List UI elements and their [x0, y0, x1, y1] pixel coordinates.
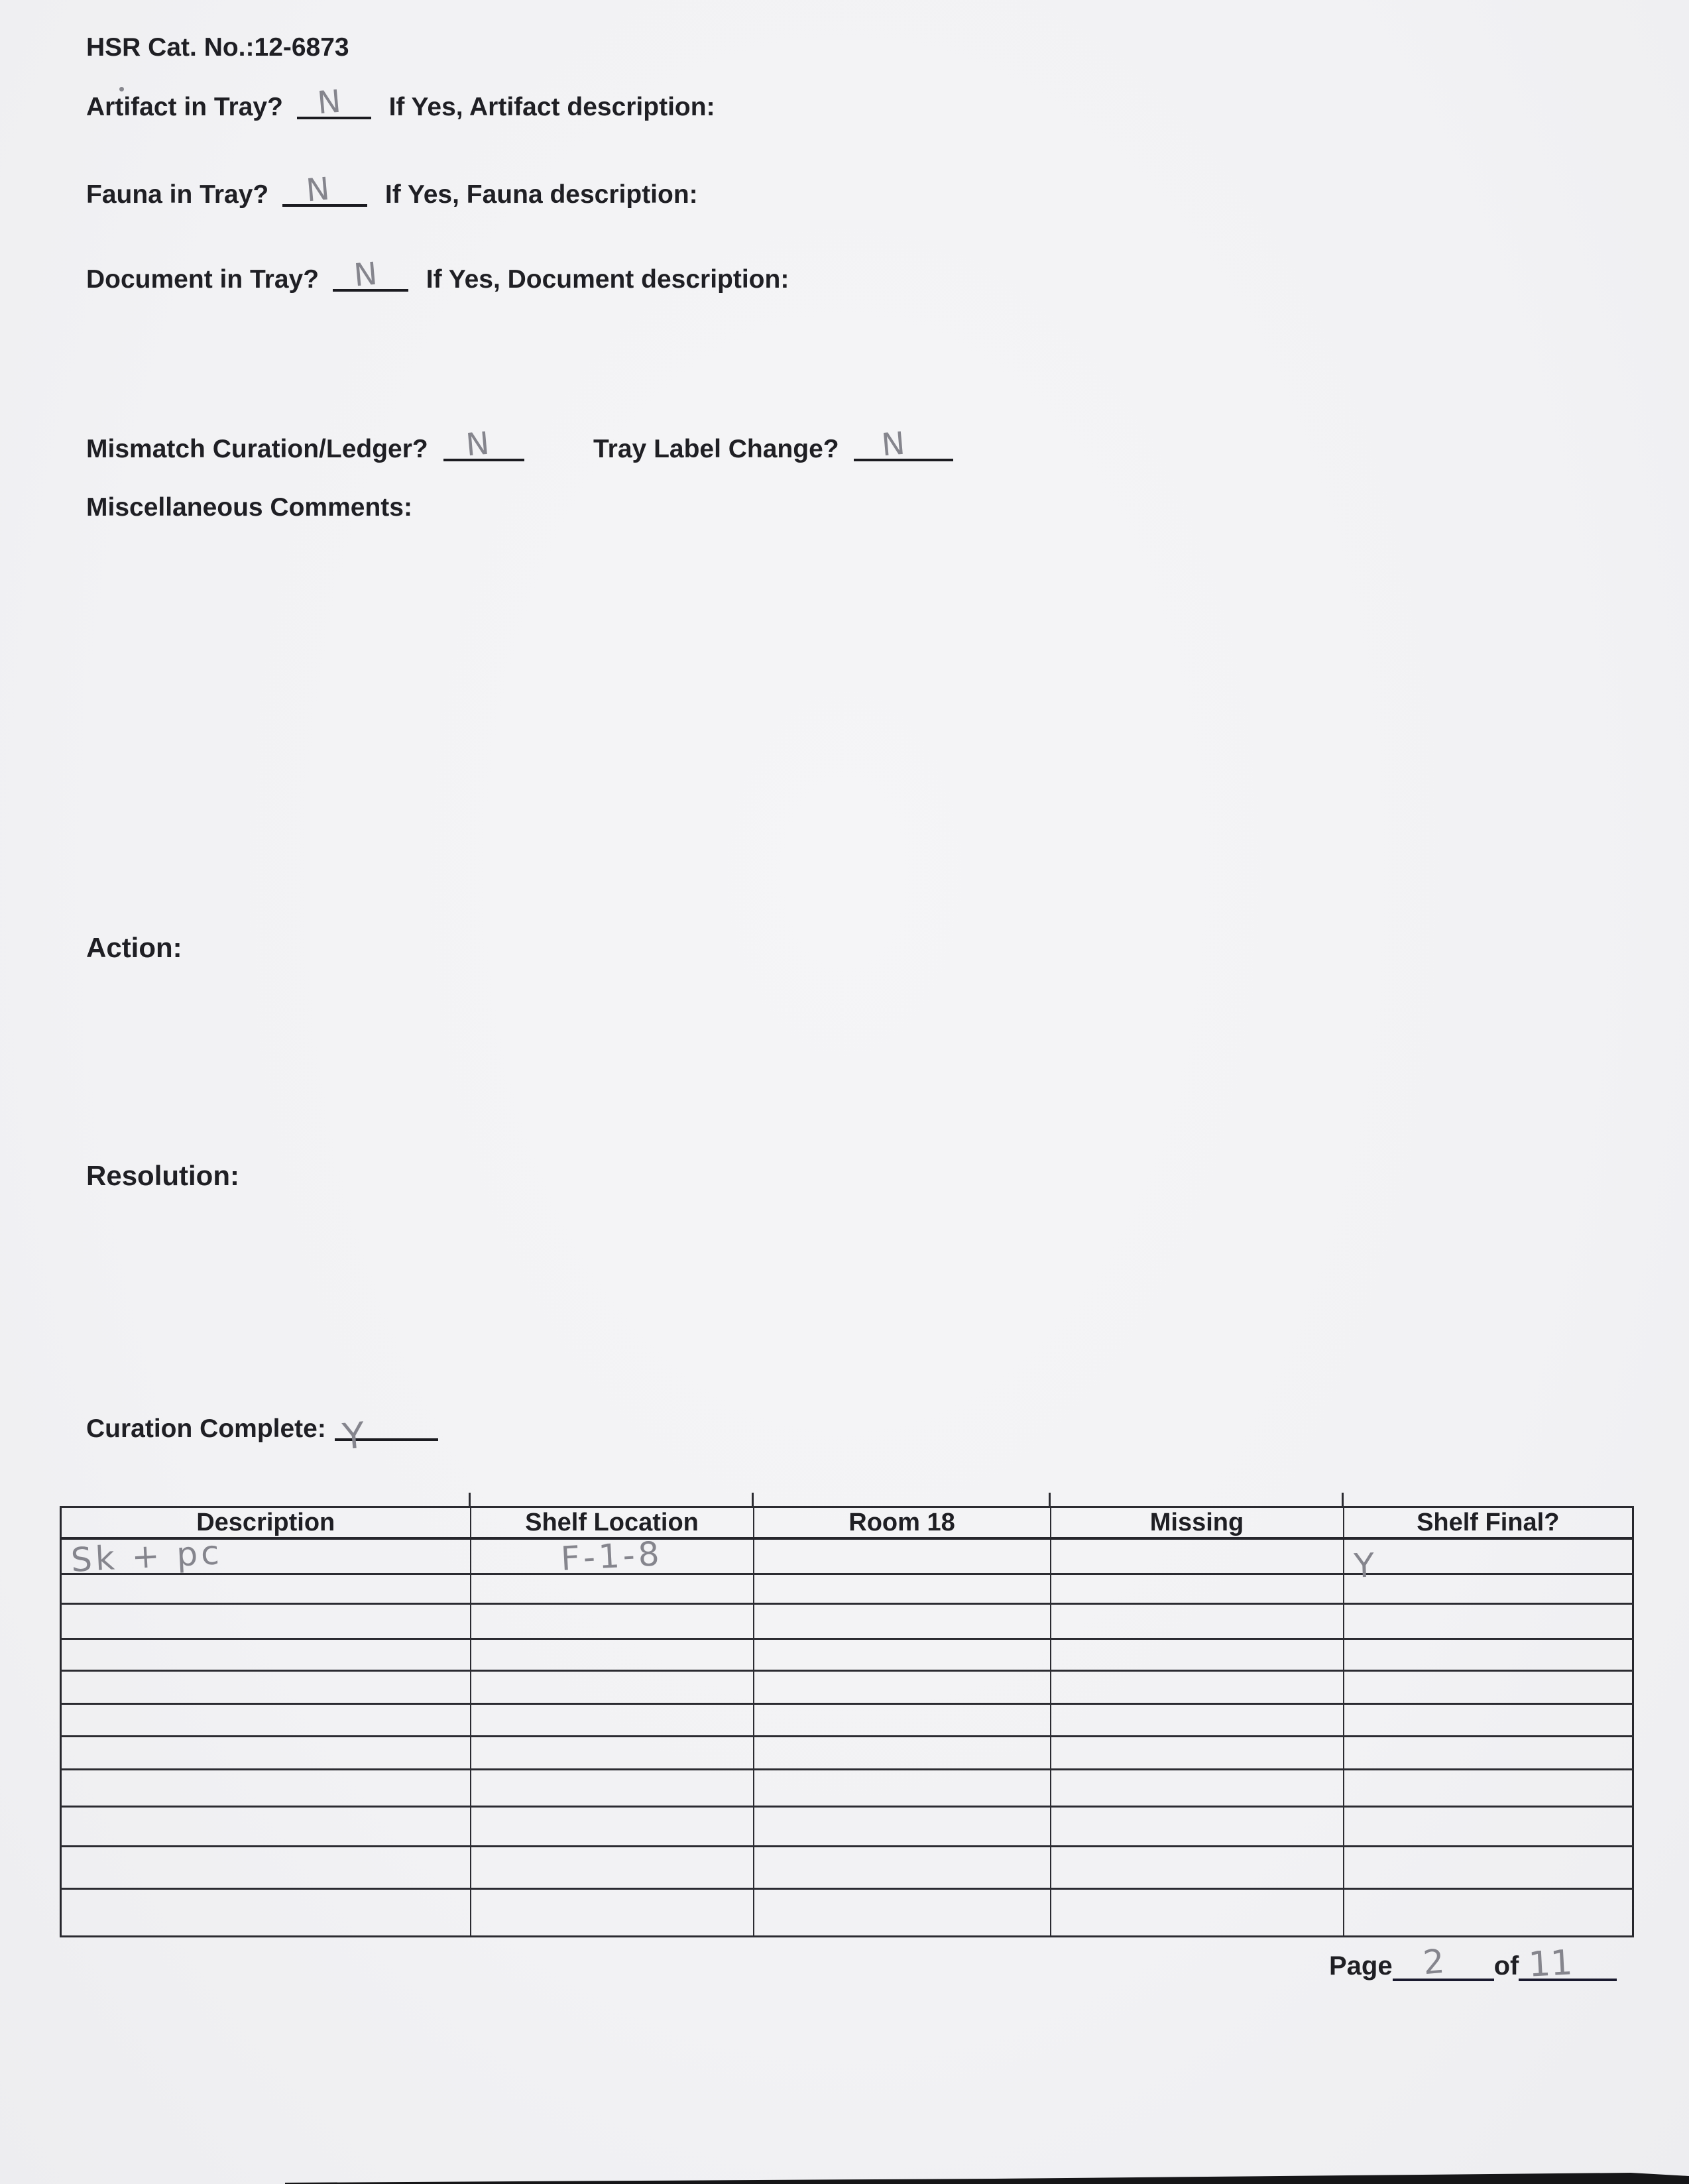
curation-complete-handwriting: Y [341, 1414, 367, 1458]
artifact-in-tray-label: Artifact in Tray? [86, 93, 283, 121]
fauna-answer-handwriting: N [304, 170, 331, 209]
artifact-followup-label: If Yes, Artifact description: [388, 93, 715, 121]
catalog-number-text: HSR Cat. No.:12-6873 [86, 33, 349, 62]
page-total-handwriting: 11 [1527, 1943, 1574, 1985]
tray-label-change-handwriting: N [880, 425, 907, 464]
page-label: Page [1329, 1951, 1393, 1981]
col-header-shelf-location: Shelf Location [471, 1507, 754, 1539]
table-cell-handwriting: Y [1352, 1546, 1378, 1585]
document-followup-label: If Yes, Document description: [426, 265, 789, 294]
page-number-handwriting: 2 [1421, 1941, 1446, 1983]
artifact-answer-handwriting: N [316, 83, 343, 122]
col-header-shelf-final: Shelf Final? [1344, 1507, 1633, 1539]
misc-comments-label: Miscellaneous Comments: [86, 493, 412, 522]
fauna-followup-label: If Yes, Fauna description: [384, 180, 698, 209]
document-in-tray-label: Document in Tray? [86, 265, 320, 294]
document-answer-handwriting: N [352, 255, 379, 294]
col-header-missing: Missing [1051, 1507, 1344, 1539]
action-label: Action: [86, 932, 182, 963]
mismatch-label: Mismatch Curation/Ledger? [86, 435, 428, 463]
tray-label-change-label: Tray Label Change? [593, 435, 839, 463]
mismatch-answer-handwriting: N [464, 425, 491, 464]
table-cell-handwriting: Sk + pc [70, 1533, 223, 1580]
table-cell-handwriting: F-1-8 [559, 1534, 664, 1578]
fauna-in-tray-label: Fauna in Tray? [86, 180, 269, 209]
of-label: of [1493, 1951, 1519, 1981]
col-header-room-18: Room 18 [754, 1507, 1051, 1539]
curation-complete-label: Curation Complete: [86, 1414, 326, 1443]
resolution-label: Resolution: [86, 1160, 239, 1191]
col-header-description: Description [61, 1507, 471, 1539]
